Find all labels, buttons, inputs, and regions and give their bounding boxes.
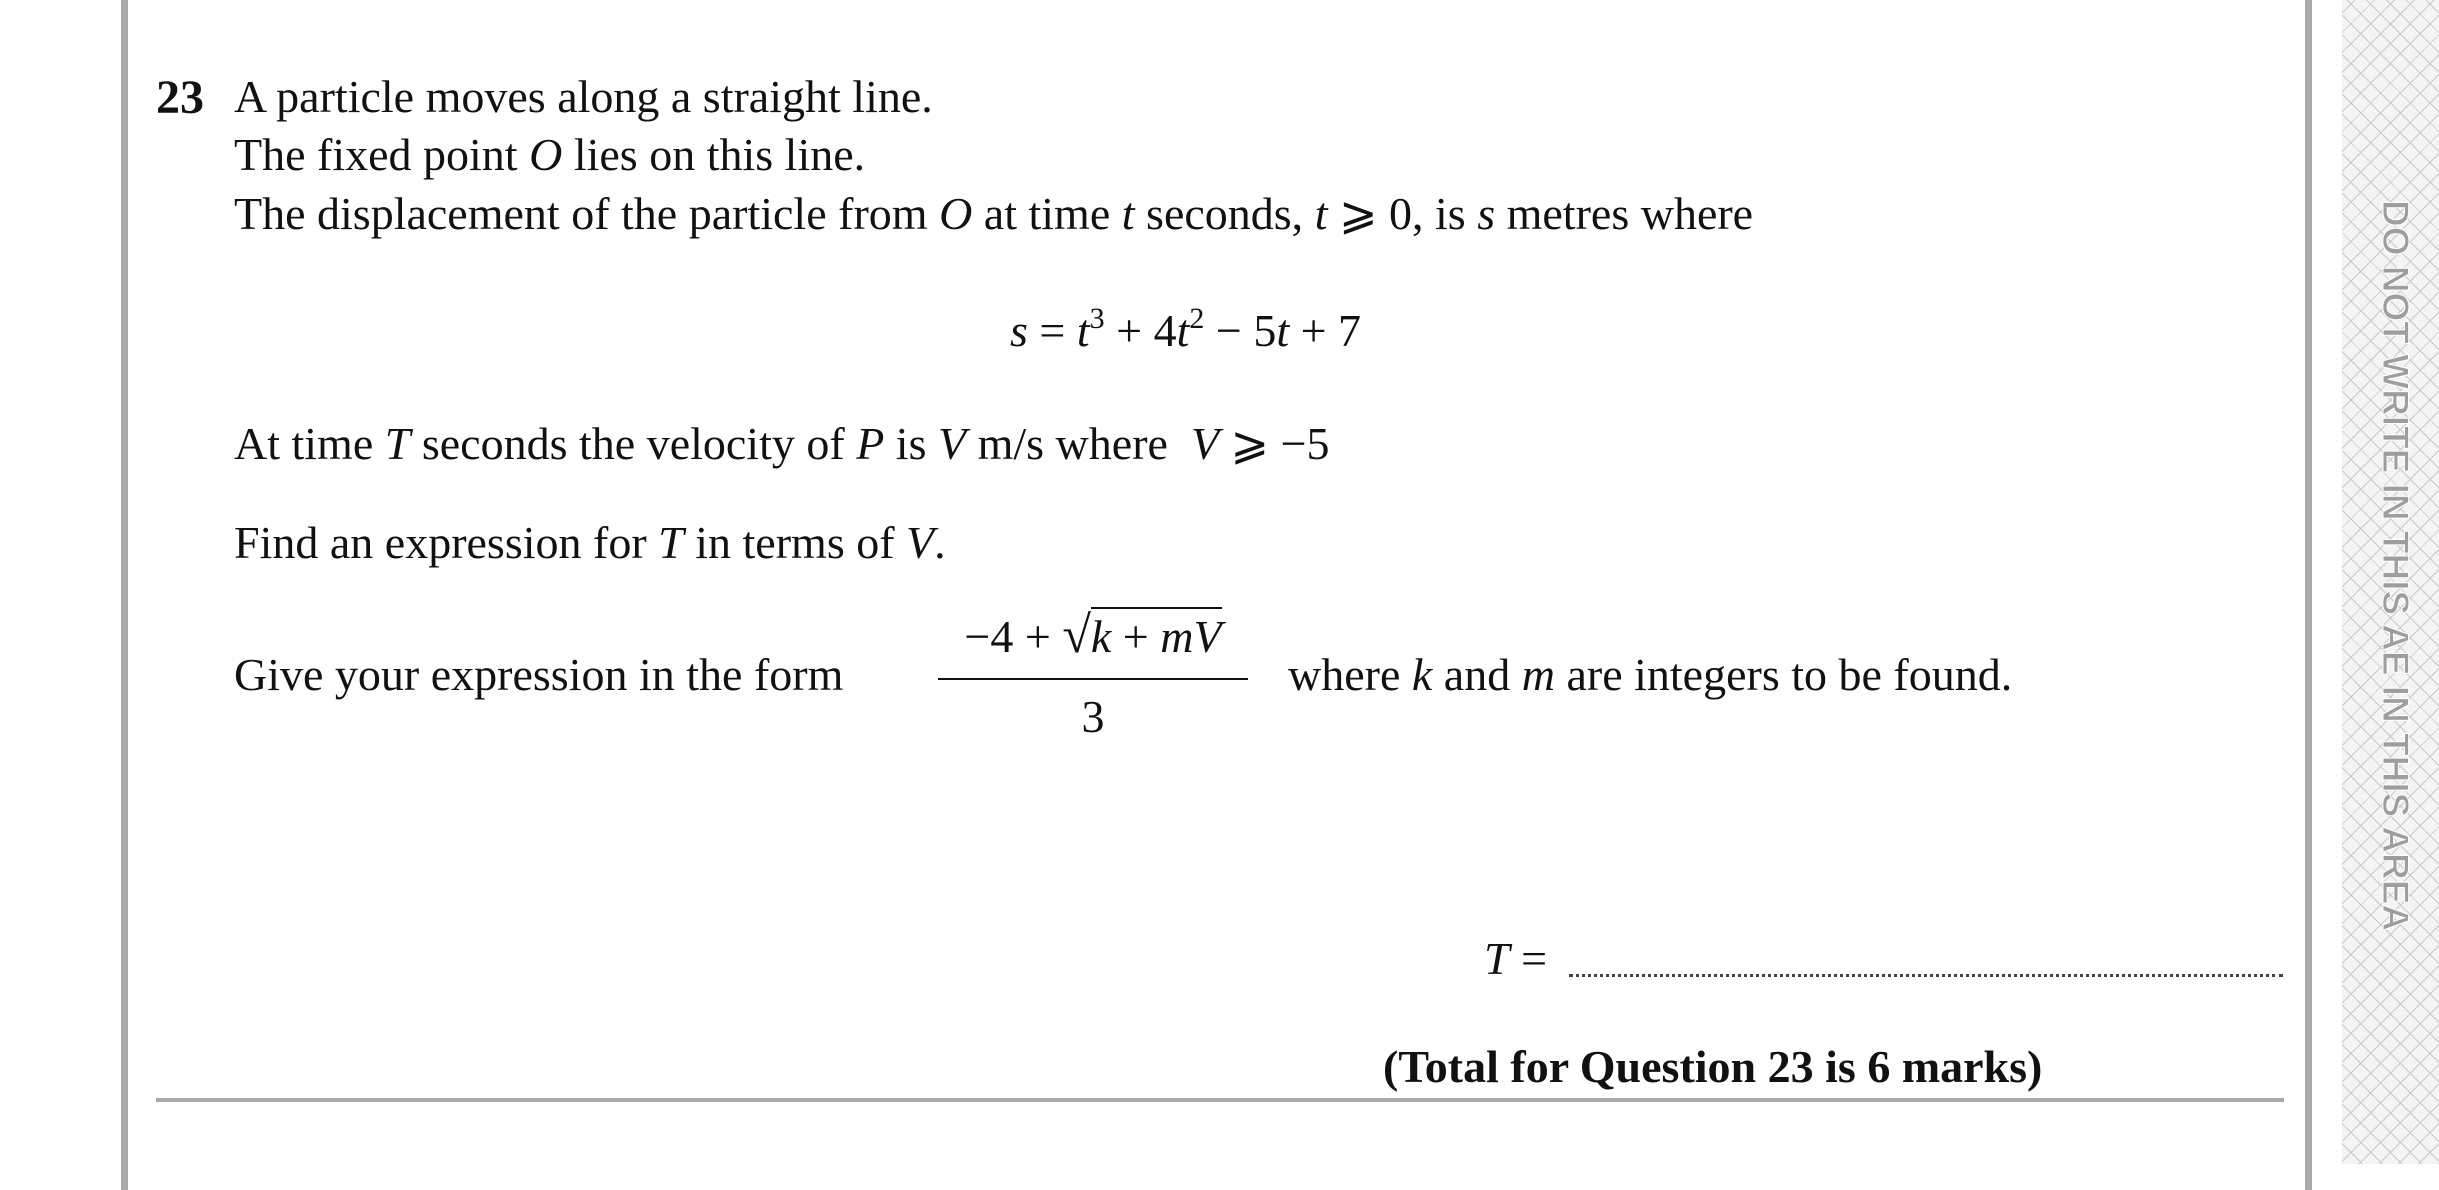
- question-line-3: The displacement of the particle from O at time t seconds, t ⩾ 0, is s metres where: [234, 188, 1754, 239]
- question-number: 23: [156, 71, 204, 124]
- question-line-1: A particle moves along a straight line.: [234, 71, 933, 122]
- question-line-2: The fixed point O lies on this line.: [234, 129, 866, 180]
- fraction-denominator: 3: [1081, 691, 1105, 742]
- answer-label: T =: [1484, 933, 1548, 984]
- question-end-rule: [156, 1098, 2284, 1102]
- question-total-marks: (Total for Question 23 is 6 marks): [1383, 1041, 2043, 1092]
- margin-notice: DO NOT WRITE IN THIS AE IN THIS AREA: [2375, 200, 2416, 932]
- fraction-numerator: −4 + √k + mV: [964, 607, 1222, 664]
- question-line-4: At time T seconds the velocity of P is V m/s where V ⩾ −5: [234, 418, 1330, 469]
- displacement-equation: $s = t^3 + 4t^2 - 5t + 7$: [1010, 302, 1362, 356]
- fraction-bar: [938, 678, 1248, 680]
- question-line-5: Find an expression for T in terms of V.: [234, 517, 946, 568]
- question-line-6-prefix: Give your expression in the form: [234, 649, 844, 700]
- square-root-icon: √: [1062, 607, 1091, 664]
- expression-form-fraction: [938, 606, 1248, 746]
- question-line-6-suffix: where k and m are integers to be found.: [1288, 649, 2013, 700]
- answer-dotted-line[interactable]: [1569, 974, 2283, 977]
